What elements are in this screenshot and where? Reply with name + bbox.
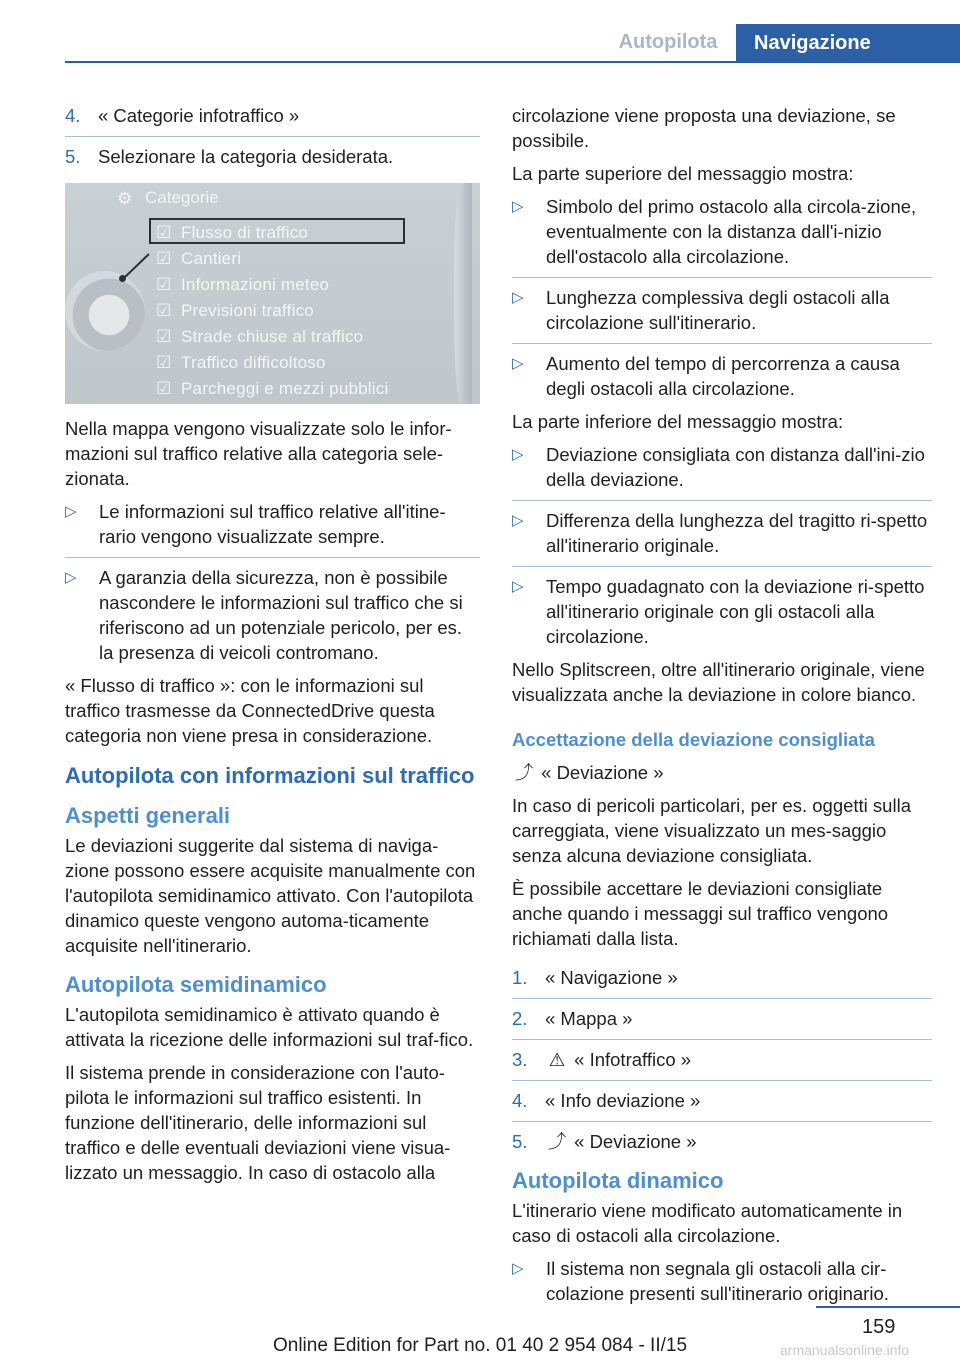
category-item: Flusso di traffico bbox=[181, 223, 309, 242]
category-item: Informazioni meteo bbox=[181, 275, 330, 294]
bullet-text: Deviazione consigliata con distanza dall'ini-zio della deviazione. bbox=[546, 444, 925, 490]
step-1 bbox=[512, 965, 932, 990]
bullet-item bbox=[65, 557, 480, 665]
check-icon: ☑ bbox=[156, 249, 172, 268]
paragraph: circolazione viene proposta una deviazione, se possibile. bbox=[512, 105, 896, 151]
screen-edge bbox=[454, 183, 472, 404]
bullet-icon: ▷ bbox=[512, 289, 524, 306]
watermark: armanualsonline.info bbox=[780, 1342, 910, 1358]
check-icon: ☑ bbox=[156, 301, 172, 320]
subsection-heading: Autopilota dinamico bbox=[512, 1168, 724, 1193]
step-text: « Infotraffico » bbox=[574, 1049, 692, 1070]
check-icon: ☑ bbox=[156, 379, 172, 398]
step-text: « Categorie infotraffico » bbox=[98, 105, 300, 126]
step-text: « Info deviazione » bbox=[545, 1090, 701, 1111]
deviation-arrow-icon: ⤴ bbox=[547, 1131, 567, 1152]
step-number: 2. bbox=[512, 1008, 528, 1029]
controller-knob-image bbox=[65, 271, 145, 351]
step-3 bbox=[512, 1039, 932, 1072]
deviation-label: « Deviazione » bbox=[541, 762, 664, 783]
paragraph: Il sistema prende in considerazione con l'auto-pilota le informazioni sul traffico esistenti. In funzione dell'itinerario, delle informazioni sul traffico e delle eventuali deviazioni viene visua-lizzato un messaggio. In caso di ostacolo alla bbox=[65, 1062, 451, 1183]
step-text: « Navigazione » bbox=[545, 967, 678, 988]
bullet-icon: ▷ bbox=[512, 355, 524, 372]
edition-note: Online Edition for Part no. 01 40 2 954 084 - II/15 bbox=[272, 1335, 688, 1356]
paragraph: Nello Splitscreen, oltre all'itinerario originale, viene visualizzata anche la deviazione in colore bianco. bbox=[512, 659, 925, 705]
bullet-item bbox=[512, 500, 932, 558]
right-column bbox=[512, 103, 932, 1314]
bullet-text: Tempo guadagnato con la deviazione ri-spetto all'itinerario originale con gli ostacoli alla circolazione. bbox=[546, 576, 925, 647]
bullet-item bbox=[512, 442, 932, 492]
step-number: 5. bbox=[512, 1131, 528, 1152]
step-number: 1. bbox=[512, 967, 528, 988]
pointer-dot bbox=[119, 275, 126, 282]
check-icon: ☑ bbox=[156, 327, 172, 346]
categories-screenshot bbox=[65, 183, 480, 404]
step-5 bbox=[65, 136, 480, 169]
paragraph: In caso di pericoli particolari, per es. oggetti sulla carreggiata, viene visualizzato un mes-saggio senza alcuna deviazione consigliata. bbox=[512, 795, 911, 866]
category-item: Strade chiuse al traffico bbox=[181, 327, 364, 346]
paragraph: Nella mappa vengono visualizzate solo le infor-mazioni sul traffico relative alla categoria sele-zionata. bbox=[65, 418, 452, 489]
category-menu-icon: ⚙ bbox=[117, 189, 133, 208]
check-icon: ☑ bbox=[156, 275, 172, 294]
bullet-icon: ▷ bbox=[512, 1260, 524, 1277]
step-number: 5. bbox=[65, 146, 81, 167]
bullet-icon: ▷ bbox=[512, 446, 524, 463]
step-text: « Mappa » bbox=[545, 1008, 633, 1029]
pointer-line bbox=[122, 253, 149, 279]
check-icon: ☑ bbox=[156, 223, 172, 242]
step-4 bbox=[65, 103, 480, 128]
step-number: 4. bbox=[512, 1090, 528, 1111]
bullet-item bbox=[512, 1256, 932, 1306]
subsection-heading: Autopilota semidinamico bbox=[65, 972, 327, 997]
bullet-icon: ▷ bbox=[512, 198, 524, 215]
step-number: 4. bbox=[65, 105, 81, 126]
bullet-icon: ▷ bbox=[512, 578, 524, 595]
bullet-text: Il sistema non segnala gli ostacoli alla cir-colazione presenti sull'itinerario originario. bbox=[546, 1258, 889, 1304]
paragraph: L'autopilota semidinamico è attivato quando è attivata la ricezione delle informazioni sul traf-fico. bbox=[65, 1004, 474, 1050]
step-text: Selezionare la categoria desiderata. bbox=[98, 146, 394, 167]
step-2 bbox=[512, 998, 932, 1031]
bullet-icon: ▷ bbox=[65, 569, 77, 586]
paragraph: La parte superiore del messaggio mostra: bbox=[512, 163, 854, 184]
bullet-item bbox=[512, 343, 932, 401]
category-item: Previsioni traffico bbox=[181, 301, 314, 320]
deviation-line bbox=[512, 760, 932, 785]
header-tab-section: Autopilota bbox=[618, 31, 718, 53]
category-item: Cantieri bbox=[181, 249, 242, 268]
step-4 bbox=[512, 1080, 932, 1113]
category-item: Parcheggi e mezzi pubblici bbox=[181, 379, 389, 398]
bullet-item bbox=[512, 566, 932, 649]
step-number: 3. bbox=[512, 1049, 528, 1070]
paragraph: È possibile accettare le deviazioni consigliate anche quando i messaggi sul traffico vengono richiamati dalla lista. bbox=[512, 878, 889, 949]
bullet-item bbox=[512, 194, 932, 269]
step-text: « Deviazione » bbox=[574, 1131, 697, 1152]
header-rule bbox=[65, 61, 960, 63]
paragraph: « Flusso di traffico »: con le informazioni sul traffico trasmesse da ConnectedDrive questa categoria non viene presa in considerazione. bbox=[65, 675, 435, 746]
bullet-text: Differenza della lunghezza del tragitto ri-spetto all'itinerario originale. bbox=[546, 510, 928, 556]
section-heading: Autopilota con informazioni sul traffico bbox=[65, 763, 475, 788]
header-tab-chapter: Navigazione bbox=[736, 24, 960, 63]
left-column bbox=[65, 103, 480, 1193]
bullet-text: Simbolo del primo ostacolo alla circola-zione, eventualmente con la distanza dall'i-nizio dell'ostacolo alla circolazione. bbox=[546, 196, 917, 267]
bullet-text: A garanzia della sicurezza, non è possibile nascondere le informazioni sul traffico che si riferiscono ad un potenziale pericolo, per es. la presenza di veicoli contromano. bbox=[99, 567, 463, 663]
paragraph: L'itinerario viene modificato automaticamente in caso di ostacoli alla circolazione. bbox=[512, 1200, 903, 1246]
paragraph: La parte inferiore del messaggio mostra: bbox=[512, 411, 844, 432]
footer-rule bbox=[816, 1306, 960, 1308]
category-item: Traffico difficoltoso bbox=[181, 353, 326, 372]
subsection-heading: Accettazione della deviazione consigliata bbox=[512, 729, 875, 750]
check-icon: ☑ bbox=[156, 353, 172, 372]
bullet-icon: ▷ bbox=[65, 503, 77, 520]
bullet-item bbox=[512, 277, 932, 335]
bullet-item bbox=[65, 499, 480, 549]
page-number: 159 bbox=[862, 1316, 896, 1338]
bullet-text: Aumento del tempo di percorrenza a causa degli ostacoli alla circolazione. bbox=[546, 353, 900, 399]
deviation-arrow-icon: ⤴ bbox=[514, 762, 534, 783]
step-5 bbox=[512, 1121, 932, 1154]
bullet-text: Le informazioni sul traffico relative all'itine-rario vengono visualizzate sempre. bbox=[99, 501, 446, 547]
screen-title: Categorie bbox=[145, 188, 219, 207]
bullet-icon: ▷ bbox=[512, 512, 524, 529]
warning-icon: ⚠ bbox=[548, 1049, 566, 1070]
paragraph: Le deviazioni suggerite dal sistema di naviga-zione possono essere acquisite manualmente con l'autopilota semidinamico attivato. Con l'autopilota dinamico queste vengono automa-ticamente acquisite nell'itinerario. bbox=[65, 835, 476, 956]
subsection-heading: Aspetti generali bbox=[65, 803, 231, 828]
bullet-text: Lunghezza complessiva degli ostacoli alla circolazione sull'itinerario. bbox=[546, 287, 890, 333]
